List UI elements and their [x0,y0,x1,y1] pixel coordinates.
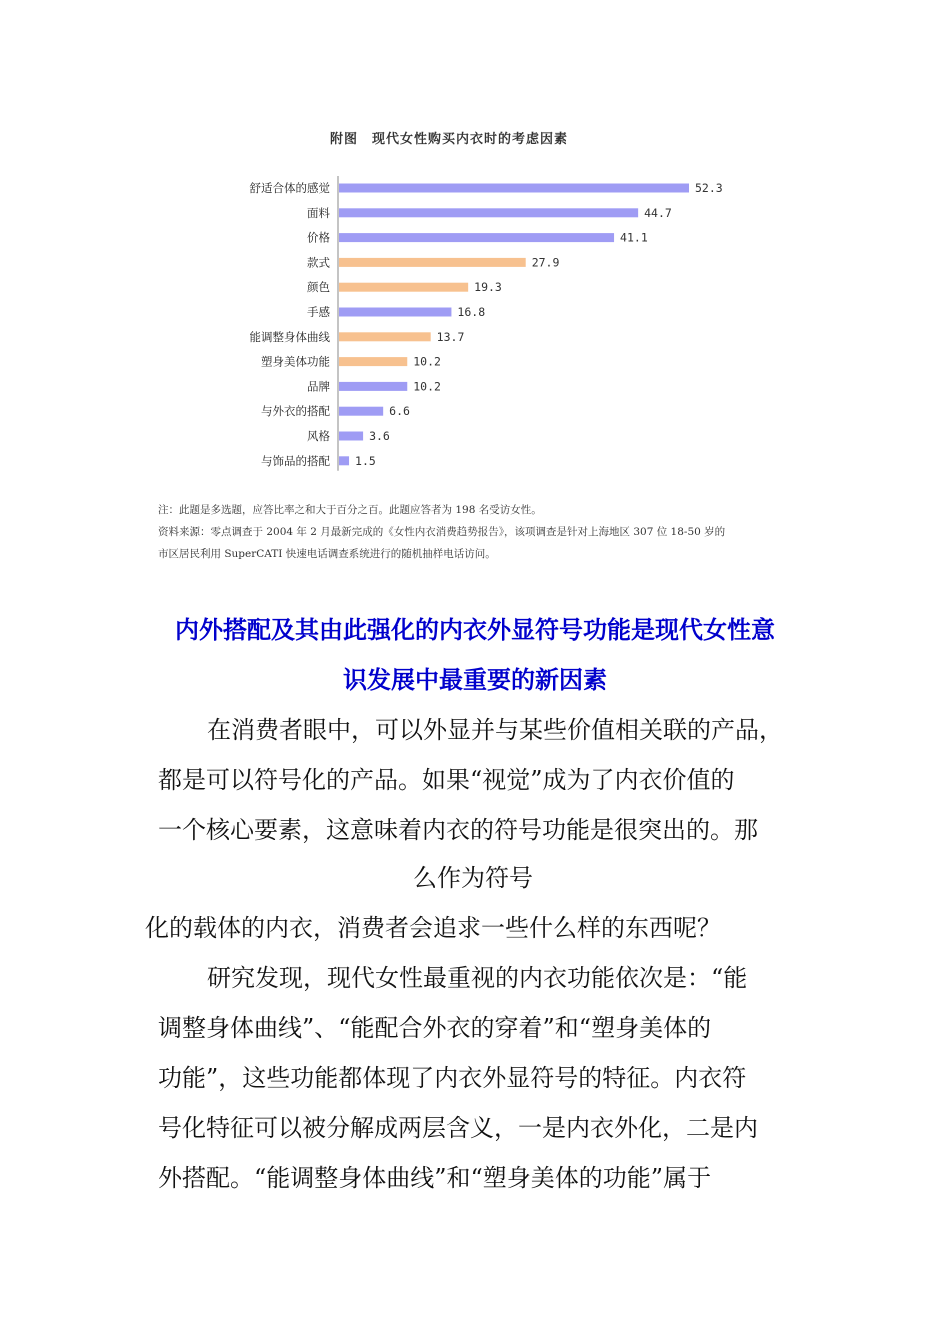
category-label: 价格 [307,230,330,245]
chart-source-line-2: 市区居民利用 SuperCATI 快速电话调查系统进行的随机抽样电话访问。 [158,548,496,560]
bar [339,258,526,267]
category-label: 与外衣的搭配 [261,404,330,419]
category-label: 与饰品的搭配 [261,453,330,468]
body-line: 一个核心要素，这意味着内衣的符号功能是很突出的。那 [158,816,758,844]
value-label: 10.2 [413,354,441,369]
bar [339,432,363,441]
value-label: 10.2 [413,379,441,394]
bar-chart [230,172,750,482]
category-label: 舒适合体的感觉 [249,181,330,195]
body-line: 外搭配。“能调整身体曲线”和“塑身美体的功能”属于 [158,1164,712,1192]
value-label: 13.7 [436,329,465,344]
value-label: 6.6 [389,404,410,419]
body-line: 在消费者眼中，可以外显并与某些价值相关联的产品， [207,716,783,744]
category-label: 手感 [307,305,330,319]
bar [339,308,451,317]
value-label: 44.7 [644,205,672,220]
value-label: 1.5 [355,453,376,468]
bar [339,456,349,465]
category-label: 颜色 [307,280,330,295]
bar [339,382,407,391]
body-line: 研究发现，现代女性最重视的内衣功能依次是：“能 [207,964,748,992]
value-label: 3.6 [369,429,390,443]
category-label: 面料 [307,205,330,220]
category-label: 能调整身体曲线 [249,329,330,344]
value-label: 52.3 [695,181,723,195]
chart-title: 附图 现代女性购买内衣时的考虑因素 [330,132,569,147]
category-label: 品牌 [307,379,330,394]
body-line: 调整身体曲线”、“能配合外衣的穿着”和“塑身美体的 [158,1014,712,1042]
category-label: 塑身美体功能 [261,354,330,369]
value-label: 27.9 [531,255,560,270]
body-line: 化的载体的内衣，消费者会追求一些什么样的东西呢？ [145,914,721,942]
body-line: 功能”，这些功能都体现了内衣外显符号的特征。内衣符 [158,1064,747,1092]
section-heading-line-2: 识发展中最重要的新因素 [343,666,607,694]
category-label: 风格 [307,429,330,443]
bar [339,233,614,242]
chart-note: 注：此题是多选题，应答比率之和大于百分之百。此题应答者为 198 名受访女性。 [158,504,542,516]
value-label: 16.8 [457,305,486,319]
bar [339,332,431,341]
value-label: 41.1 [620,230,648,245]
bar [339,283,468,292]
body-line: 号化特征可以被分解成两层含义，一是内衣外化，二是内 [158,1114,758,1142]
body-line: 都是可以符号化的产品。如果“视觉”成为了内衣价值的 [158,766,735,794]
chart-source-line-1: 资料来源：零点调查于 2004 年 2 月最新完成的《女性内衣消费趋势报告》，该项调查是针对上海地区 307 位 18-50 岁的 [158,526,726,538]
body-line: 么作为符号 [413,864,533,892]
category-label: 款式 [307,255,330,270]
bar [339,208,638,217]
section-heading-line-1: 内外搭配及其由此强化的内衣外显符号功能是现代女性意 [175,616,775,644]
bar [339,184,689,193]
bar [339,357,407,366]
value-label: 19.3 [474,280,502,295]
bar [339,407,383,416]
